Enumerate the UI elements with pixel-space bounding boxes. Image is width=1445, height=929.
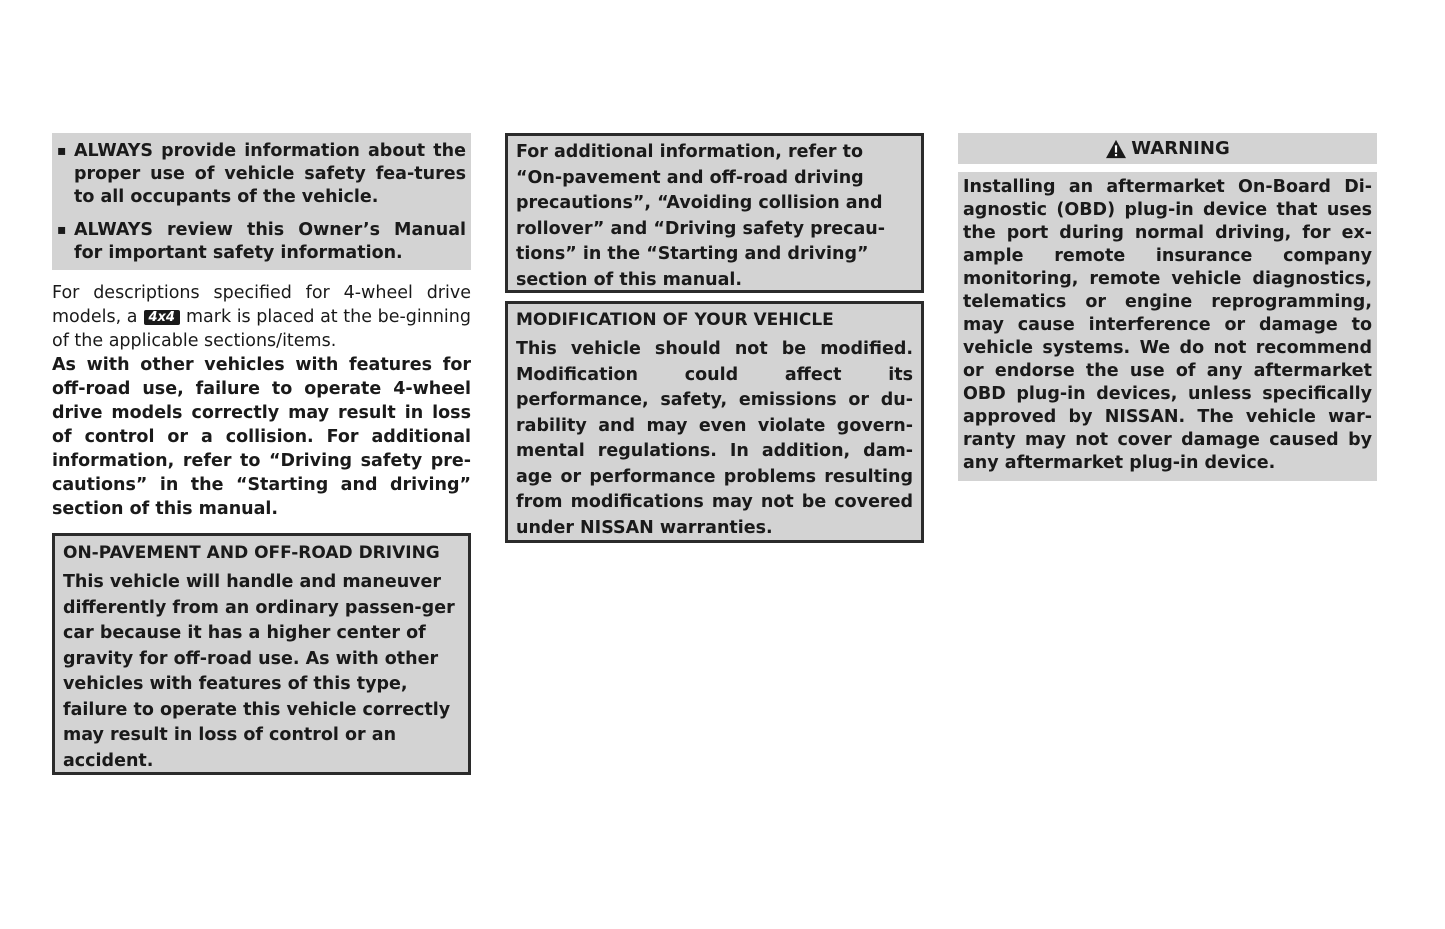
- four-wheel-drive-description: [52, 281, 471, 353]
- bullet-square-icon: ▪: [57, 222, 67, 238]
- bullet-text: ALWAYS provide information about the proper use of vehicle safety fea-tures to all occupants of the vehicle.: [74, 141, 466, 207]
- on-pavement-off-road-box: [52, 533, 471, 775]
- box-body: This vehicle will handle and maneuver differently from an ordinary passen-ger car because it has a higher center of gravity for off-road use. As with other vehicles with features of this type, failure to operate this vehicle correctly may result in loss of control or an accident.: [63, 572, 455, 771]
- box-title: ON-PAVEMENT AND OFF-ROAD DRIVING: [63, 543, 440, 563]
- warning-body: Installing an aftermarket On-Board Di-agnostic (OBD) plug-in device that uses the port during normal driving, for ex-ample remote insurance company monitoring, remote vehicle diagnostics, telematics or engine reprogramming, may cause interference or damage to vehicle systems. We do not recommend or endorse the use of any aftermarket OBD plug-in devices, unless specifically approved by NISSAN. The vehicle war-ranty may not cover damage caused by any aftermarket plug-in device.: [958, 172, 1377, 481]
- warning-triangle-icon: [1105, 139, 1127, 159]
- bullet-item-review-manual: [57, 219, 466, 265]
- left-column: [52, 133, 471, 775]
- box-body: This vehicle should not be modified. Modification could affect its performance, safety, emissions or du-rability and may even violate govern-mental regulations. In addition, dam-age or performance problems resulting from modifications may not be covered under NISSAN warranties.: [516, 339, 913, 538]
- box-body: For additional information, refer to “On-pavement and off-road driving precautions”, “Avoiding collision and rollover” and “Driving safety precau-tions” in the “Starting and driving” section of this manual.: [516, 142, 886, 290]
- bullet-item-provide-info: [57, 140, 466, 209]
- middle-column: [505, 133, 924, 543]
- description-text-end: mark is placed at the be-ginning of the applicable sections/items.: [52, 307, 471, 351]
- safety-bullet-list: [52, 133, 471, 270]
- bullet-square-icon: ▪: [57, 143, 67, 159]
- bullet-text: ALWAYS review this Owner’s Manual for important safety information.: [74, 220, 466, 263]
- right-column: [958, 133, 1377, 481]
- box-title: MODIFICATION OF YOUR VEHICLE: [516, 310, 834, 330]
- off-road-caution-paragraph: As with other vehicles with features for off-road use, failure to operate 4-wheel drive models correctly may result in loss of control or a collision. For additional information, refer to “Driving safety pre-cautions” in the “Starting and driving” section of this manual.: [52, 355, 471, 519]
- four-by-four-badge-icon: 4x4: [144, 310, 180, 325]
- warning-title: WARNING: [1131, 138, 1230, 159]
- description-text-start: For descriptions specified for 4-wheel drive models, a: [52, 283, 471, 327]
- additional-information-box: [505, 133, 924, 293]
- warning-header: [958, 133, 1377, 164]
- modification-box: [505, 301, 924, 543]
